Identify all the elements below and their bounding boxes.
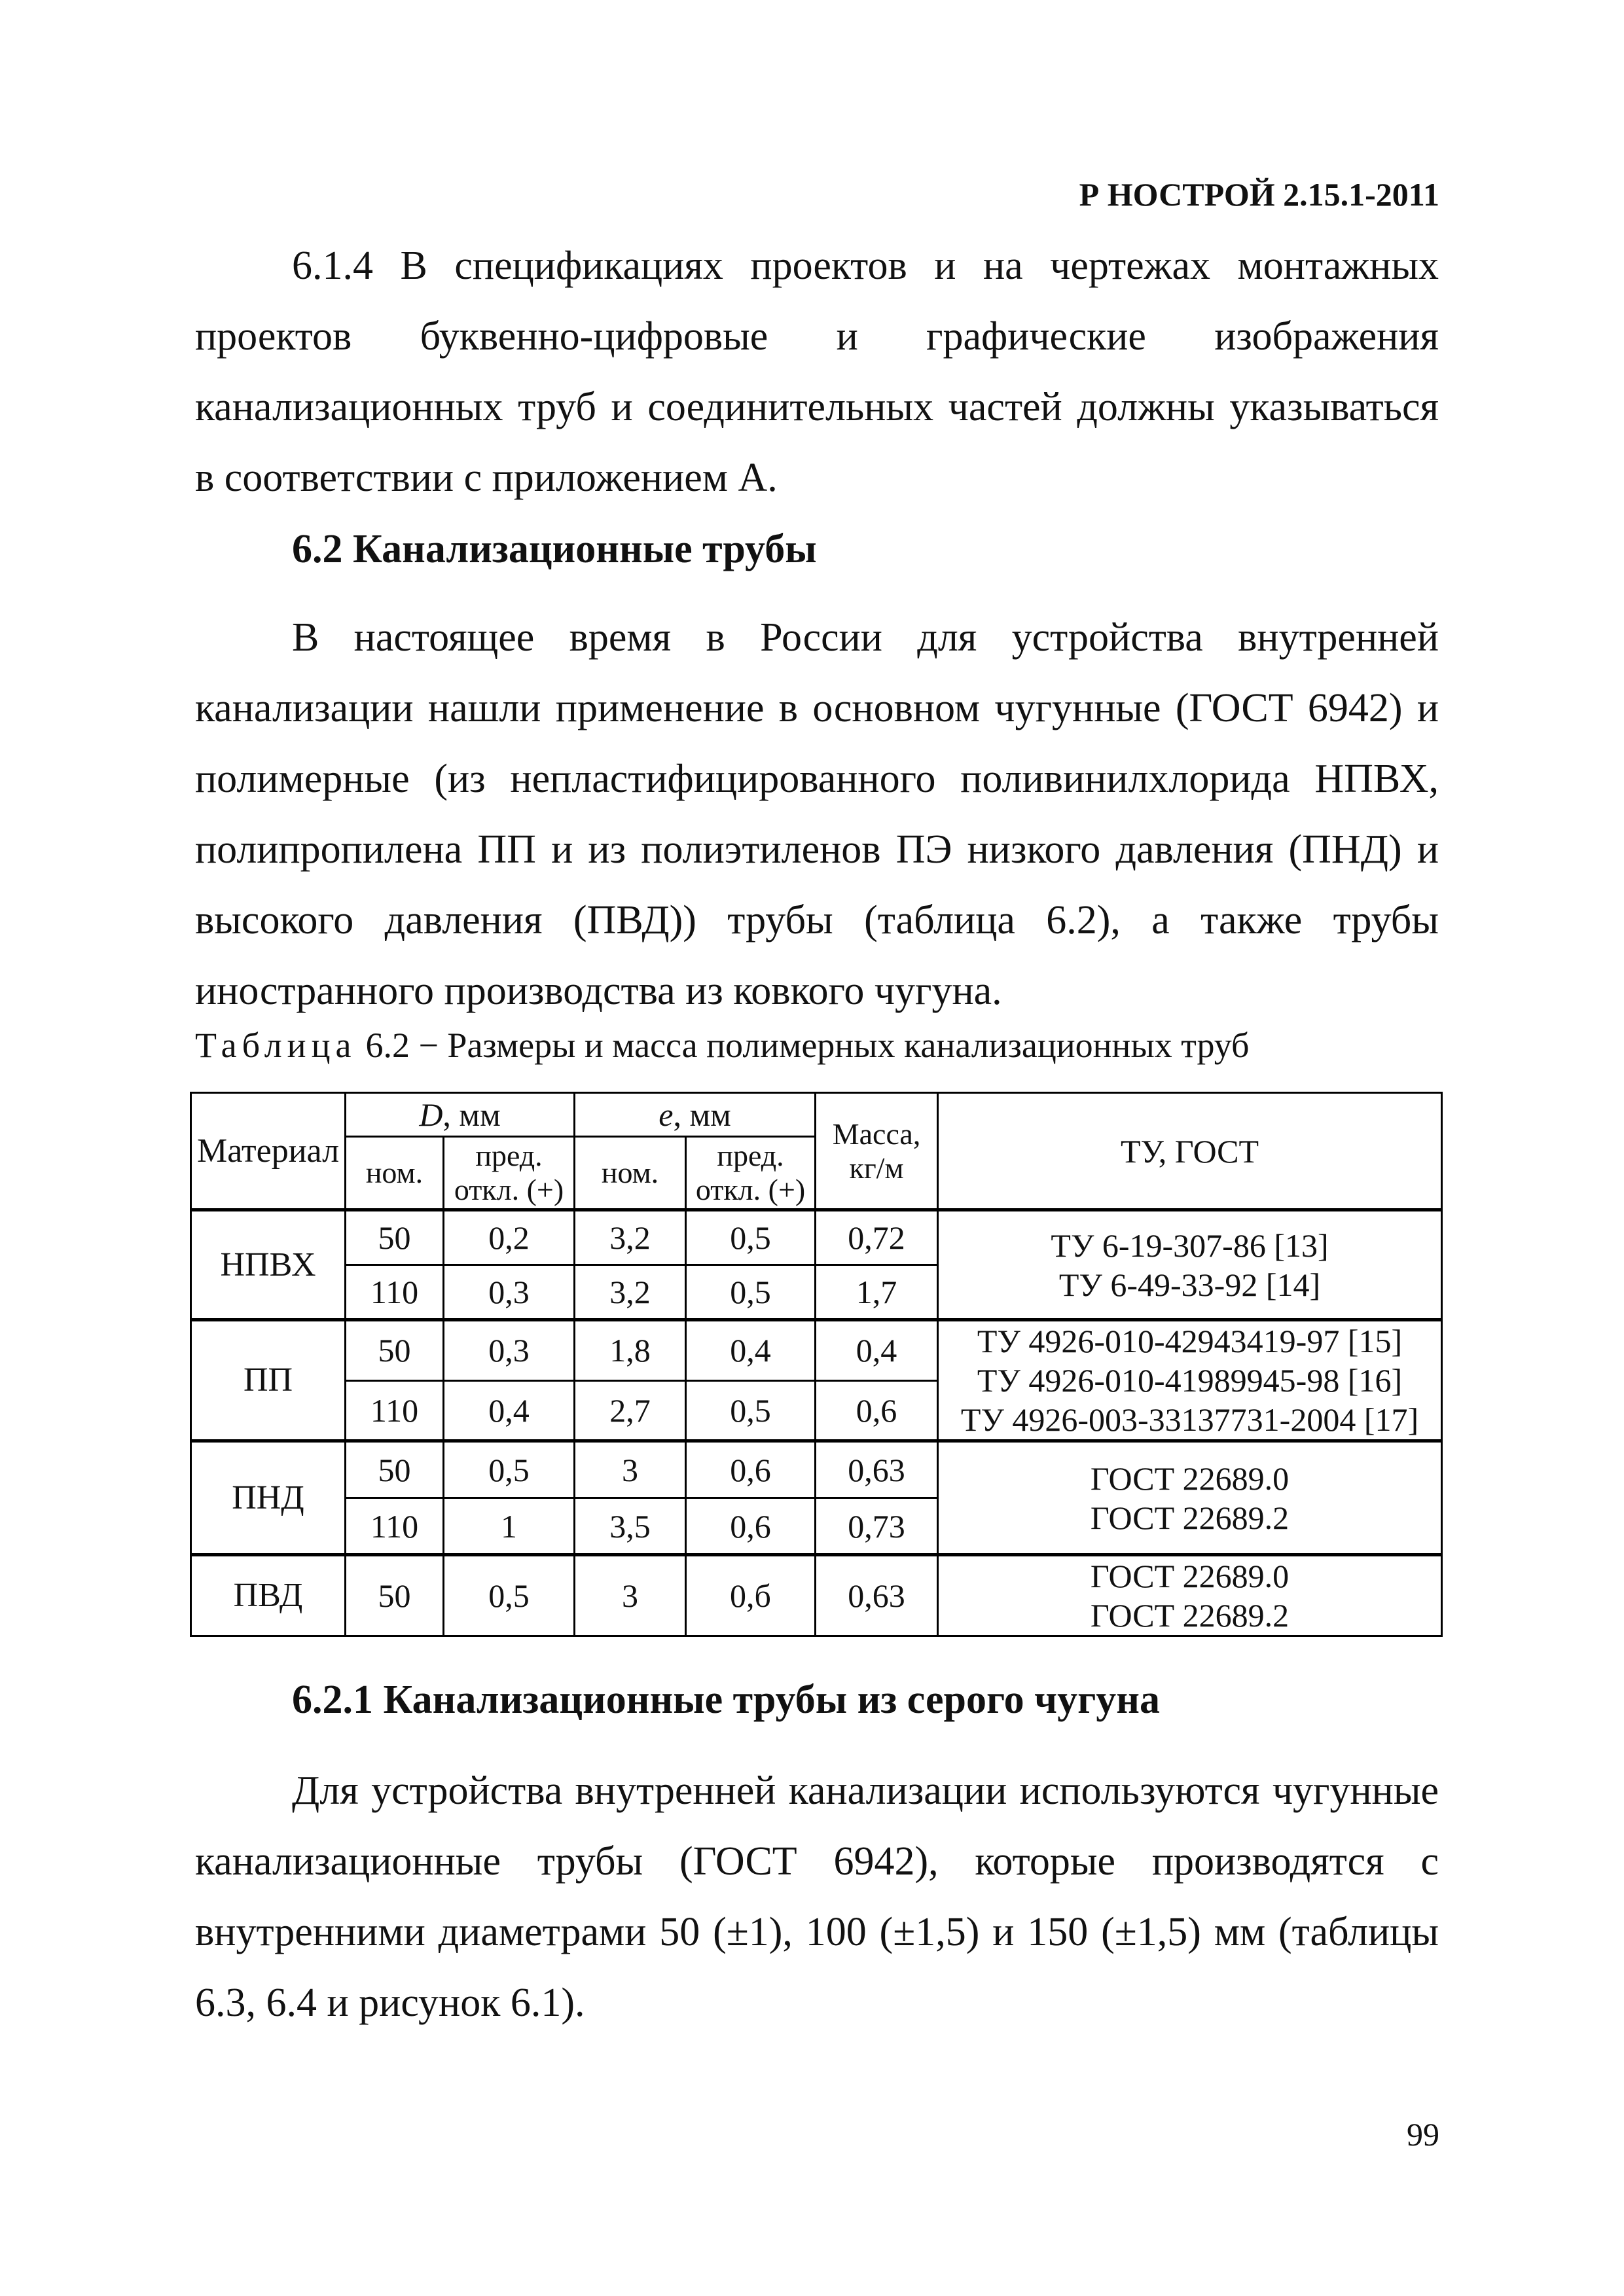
header-e-tol	[686, 1137, 816, 1210]
cell-d-nom: 50	[346, 1320, 444, 1381]
standard-reference: ГОСТ 22689.0	[1090, 1460, 1290, 1497]
cell-d-nom: 50	[346, 1210, 444, 1265]
standard-reference: ТУ 6-19-307-86 [13]	[1051, 1227, 1329, 1264]
cell-d-tol: 0,3	[444, 1265, 575, 1320]
paragraph-6-2: В настоящее время в России для устройства внутренней канализации нашли применение в основном чугунные (ГОСТ 6942) и полимерные (из непластифицированного поливинилхлорида НПВХ, полипропилена ПП и из полиэтиленов ПЭ низкого давления (ПНД) и высокого давления (ПВД)) трубы (таблица 6.2), а также трубы иностранного производства из ковкого чугуна.	[195, 615, 1439, 1013]
cell-d-nom: 50	[346, 1555, 444, 1636]
cell-e-nom: 3	[575, 1555, 686, 1636]
header-d	[346, 1093, 575, 1137]
cell-mass: 1,7	[816, 1265, 938, 1320]
cell-standards	[938, 1555, 1442, 1636]
header-e-unit: , мм	[673, 1096, 731, 1133]
standard-reference: ТУ 4926-010-42943419-97 [15]	[977, 1323, 1403, 1359]
standard-reference: ТУ 6-49-33-92 [14]	[1058, 1266, 1321, 1303]
cell-d-nom: 110	[346, 1380, 444, 1441]
cell-material: НПВХ	[191, 1210, 346, 1320]
header-d-tol-line2: откл. (+)	[454, 1173, 564, 1206]
cell-d-tol: 1	[444, 1498, 575, 1555]
header-e-nom: ном.	[575, 1137, 686, 1210]
header-d-symbol: D	[419, 1096, 443, 1133]
cell-e-tol: 0,4	[686, 1320, 816, 1381]
cell-d-tol: 0,5	[444, 1555, 575, 1636]
pipe-table	[190, 1092, 1443, 1637]
standard-reference: ТУ 4926-003-33137731-2004 [17]	[960, 1401, 1419, 1438]
cell-d-nom: 110	[346, 1498, 444, 1555]
cell-mass: 0,6	[816, 1380, 938, 1441]
cell-e-nom: 3,5	[575, 1498, 686, 1555]
cell-d-tol: 0,2	[444, 1210, 575, 1265]
cell-standards	[938, 1441, 1442, 1555]
table-row	[191, 1555, 1442, 1636]
header-mass-line2: кг/м	[849, 1151, 904, 1185]
cell-d-nom: 110	[346, 1265, 444, 1320]
header-mass	[816, 1093, 938, 1210]
header-e-tol-line1: пред.	[717, 1139, 784, 1172]
cell-d-nom: 50	[346, 1441, 444, 1498]
cell-e-nom: 3	[575, 1441, 686, 1498]
header-d-unit: , мм	[442, 1096, 501, 1133]
table-caption-word: Таблица	[195, 1026, 357, 1065]
cell-e-nom: 3,2	[575, 1210, 686, 1265]
cell-e-tol: 0,6	[686, 1441, 816, 1498]
table-caption-text: 6.2 − Размеры и масса полимерных канализационных труб	[365, 1026, 1250, 1065]
table-row	[191, 1441, 1442, 1498]
header-e-tol-line2: откл. (+)	[695, 1173, 806, 1206]
cell-mass: 0,73	[816, 1498, 938, 1555]
cell-standards	[938, 1320, 1442, 1441]
cell-material: ПНД	[191, 1441, 346, 1555]
paragraph-6-1-4: 6.1.4 В спецификациях проектов и на чертежах монтажных проектов буквенно-цифровые и графические изображения канализационных труб и соединительных частей должны указываться в соответствии с приложением А.	[195, 243, 1439, 500]
header-d-nom: ном.	[346, 1137, 444, 1210]
table-header-row	[191, 1093, 1442, 1137]
header-d-tol	[444, 1137, 575, 1210]
cell-mass: 0,4	[816, 1320, 938, 1381]
page-number: 99	[1407, 2116, 1439, 2153]
standard-reference: ГОСТ 22689.2	[1090, 1499, 1290, 1536]
header-e-symbol: e	[659, 1096, 674, 1133]
cell-mass: 0,63	[816, 1441, 938, 1498]
cell-material: ПВД	[191, 1555, 346, 1636]
cell-material: ПП	[191, 1320, 346, 1441]
cell-e-nom: 1,8	[575, 1320, 686, 1381]
header-d-tol-line1: пред.	[475, 1139, 543, 1172]
cell-e-tol: 0,б	[686, 1555, 816, 1636]
header-mass-line1: Масса,	[832, 1117, 921, 1151]
table-caption	[195, 1025, 1250, 1066]
cell-d-tol: 0,4	[444, 1380, 575, 1441]
header-material: Материал	[191, 1093, 346, 1210]
cell-standards	[938, 1210, 1442, 1320]
table-row	[191, 1320, 1442, 1381]
cell-e-tol: 0,6	[686, 1498, 816, 1555]
heading-6-2-1: 6.2.1 Канализационные трубы из серого чугуна	[292, 1677, 1160, 1722]
cell-mass: 0,72	[816, 1210, 938, 1265]
standard-reference: ТУ 4926-010-41989945-98 [16]	[977, 1362, 1403, 1399]
document-code: Р НОСТРОЙ 2.15.1-2011	[1079, 176, 1439, 213]
standard-reference: ГОСТ 22689.2	[1090, 1597, 1290, 1634]
standard-reference: ГОСТ 22689.0	[1090, 1558, 1290, 1594]
heading-6-2: 6.2 Канализационные трубы	[292, 527, 817, 571]
cell-e-tol: 0,5	[686, 1265, 816, 1320]
header-e	[575, 1093, 816, 1137]
table-row	[191, 1210, 1442, 1265]
cell-e-tol: 0,5	[686, 1380, 816, 1441]
cell-e-nom: 2,7	[575, 1380, 686, 1441]
cell-e-nom: 3,2	[575, 1265, 686, 1320]
cell-d-tol: 0,5	[444, 1441, 575, 1498]
paragraph-6-2-1: Для устройства внутренней канализации используются чугунные канализационные трубы (ГОСТ 6942), которые производятся с внутренними диаметрами 50 (±1), 100 (±1,5) и 150 (±1,5) мм (таблицы 6.3, 6.4 и рисунок 6.1).	[195, 1768, 1439, 2025]
cell-mass: 0,63	[816, 1555, 938, 1636]
header-standards: ТУ, ГОСТ	[938, 1093, 1442, 1210]
cell-d-tol: 0,3	[444, 1320, 575, 1381]
cell-e-tol: 0,5	[686, 1210, 816, 1265]
